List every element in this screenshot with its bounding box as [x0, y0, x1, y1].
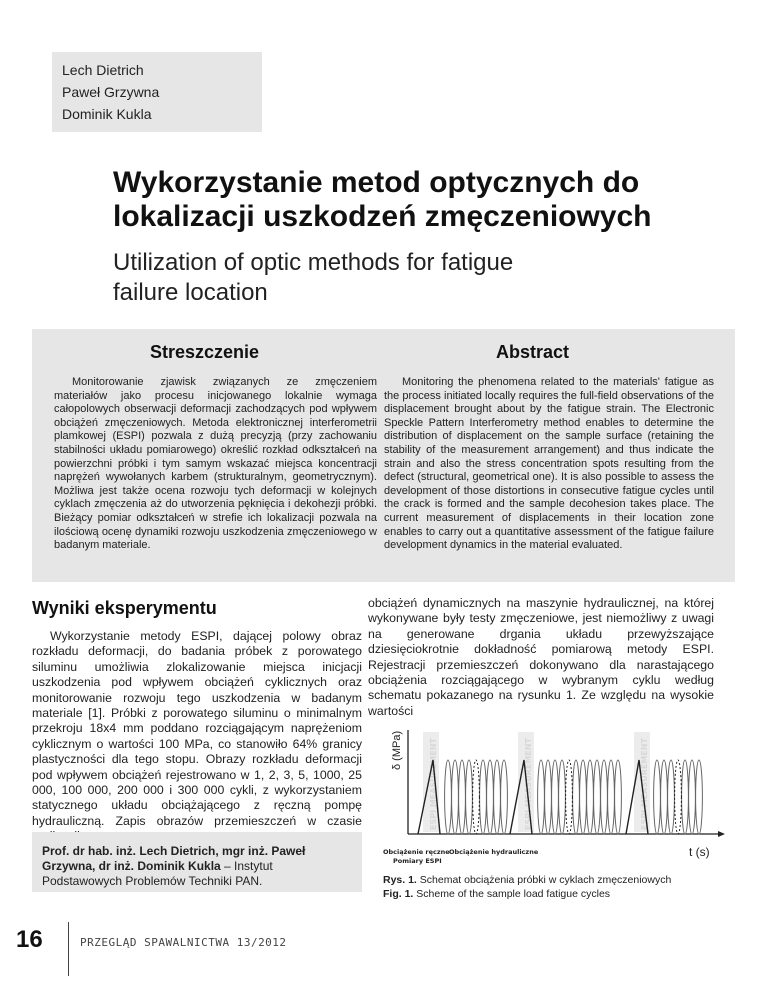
authors-box [52, 52, 262, 132]
watermark-text-2: ESPI MEASUREMENT [524, 738, 533, 830]
title-line-2: lokalizacji uszkodzeń zmęczeniowych [113, 200, 652, 233]
x-axis-label: t (s) [689, 845, 710, 859]
article-subtitle [113, 248, 673, 308]
watermark-text-3: ESPI MEASUREMENT [640, 738, 649, 830]
affiliation-names: Prof. dr hab. inż. Lech Dietrich, mgr inż. Paweł Grzywna, dr inż. Dominik Kukla [42, 844, 306, 873]
caption-en-text: Scheme of the sample load fatigue cycles [413, 888, 611, 900]
subtitle-line-1: Utilization of optic methods for fatigue [113, 249, 514, 276]
load-cycles-figure [383, 722, 733, 872]
abstract-pl-text [54, 376, 377, 553]
caption-pl-label: Rys. 1. [383, 874, 417, 886]
article-title [113, 166, 713, 234]
affiliation-text [32, 832, 362, 889]
legend-hydraulic-load: Obciążenie hydrauliczne [449, 848, 539, 856]
affiliation-box [32, 832, 362, 892]
caption-pl [383, 873, 671, 887]
hydraulic-cycles [445, 760, 703, 834]
author-1: Lech Dietrich [62, 62, 144, 78]
legend-espi-measurement: Pomiary ESPI [393, 857, 442, 865]
journal-name: PRZEGLĄD SPAWALNICTWA 13/2012 [80, 936, 287, 949]
body-left-paragraph: Wykorzystanie metody ESPI, dającej polowy obraz rozkładu deformacji, do badania próbek z porowatego siluminu umożliwia zlokalizowanie miejsca inicjacji uszkodzenia pod wpływem obciążeń cyklicznych oraz monitorowanie rozwoju tego uszkodzenia w badanym materiale [1]. Próbki z porowatego siluminu o minimalnym przekroju 18x4 mm poddano rozciągającym naprężeniom cyklicznym o wartości 100 MPa, co stanowiło 64% granicy plastyczności dla tego stopu. Obrazy rozkładu deformacji pod wpływem obciążeń rejestrowano w 1, 2, 3, 5, 1000, 25 000, 100 000, 200 000 i 300 000 cykli, z wykorzystaniem statycznego układu obciążającego z ręczną pompę hydrauliczną. Zapis obrazów przemieszczeń w czasie [32, 629, 362, 828]
abstract-pl-heading: Streszczenie [150, 342, 260, 362]
caption-en [383, 887, 671, 901]
caption-en-label: Fig. 1. [383, 888, 414, 900]
espi-watermark-texts [429, 738, 649, 830]
y-axis-label: δ (MPa) [391, 730, 403, 770]
subtitle-line-2: failure location [113, 279, 268, 306]
author-3: Dominik Kukla [62, 106, 152, 122]
abstract-en-heading: Abstract [496, 342, 570, 362]
body-right-paragraph: obciążeń dynamicznych na maszynie hydraulicznej, na której wykonywane były testy zmęczeniowe, jest niemożliwy z uwagi na generowane drgania układu przewyższające dziesięciokrotnie dokładność pomiarową metody ESPI. Rejestracji przemieszczeń dokonywano dla narastającego obciążenia rozciągającego w wybranym cyklu według schematu pokazanego na rysunku 1. Ze względu na wysokie wartości [368, 596, 714, 718]
espi-watermark-bands [423, 732, 650, 832]
watermark-text-1: ESPI MEASUREMENT [429, 738, 438, 830]
body-left-column [32, 629, 362, 845]
footer-divider [68, 922, 69, 976]
section-heading: Wyniki eksperymentu [32, 598, 217, 618]
page-number: 16 [16, 926, 43, 953]
legend-manual-load: Obciążenie ręczne [383, 848, 450, 856]
title-line-1: Wykorzystanie metod optycznych do [113, 166, 640, 199]
abstract-en-text [384, 376, 714, 553]
affiliation-institute: – Instytut Podstawowych Problemów Techniki PAN. [42, 859, 273, 888]
hydraulic-dashed-cycles [473, 760, 682, 834]
figure-axes [408, 730, 718, 834]
abstract-box [32, 329, 735, 582]
abstract-en-paragraph: Monitoring the phenomena related to the materials' fatigue as the process initiated locally requires the full-field observations of the displacement brought about by the fatigue strain. The Electronic Speckle Pattern Interferometry method enables to determine the distribution of displacement on the sample surface (retaining the stability of the measurement arrangement) and thus indicate the strain and also the stress concentration spots resulting from the defect (structural, geometrical one). It is also possible to assess the development of those distortions in consecutive fatigue cycles until the crack is formed and the sample decohesion takes place. The current measurement of displacements in their location zone enables to carry out a quantitative assessment of the fatigue failure development dynamics in the material evaluated. [384, 376, 714, 552]
body-right-column [368, 596, 714, 719]
figure-caption [383, 873, 671, 901]
caption-pl-text: Schemat obciążenia próbki w cyklach zmęczeniowych [416, 874, 672, 886]
author-2: Paweł Grzywna [62, 84, 160, 100]
abstract-pl-paragraph: Monitorowanie zjawisk związanych ze zmęczeniem materiałów jako procesu inicjowanego lokalnie wymaga całopolowych obserwacji deformacji zachodzących pod wpływem obciążeń zmęczeniowych. Metoda elektronicznej interferometrii plamkowej (ESPI) pozwala z dużą precyzją (przy zachowaniu stabilności układu pomiarowego) określić rozkład odkształceń na powierzchni próbki i tym samym wskazać miejsca koncentracji naprężeń wywołanych karbem (strukturalnym, geometrycznym). Możliwa jest także ocena rozwoju tych deformacji w kolejnych cyklach zmęczenia aż do utworzenia pęknięcia i dekohezji próbki. Bieżący pomiar odkształceń w strefie ich lokalizacji pozwala na ilościową ocenę dynamiki rozwoju uszkodzenia zmęczeniowego w badanym materiale. [54, 376, 377, 552]
x-axis-arrow [718, 831, 725, 837]
